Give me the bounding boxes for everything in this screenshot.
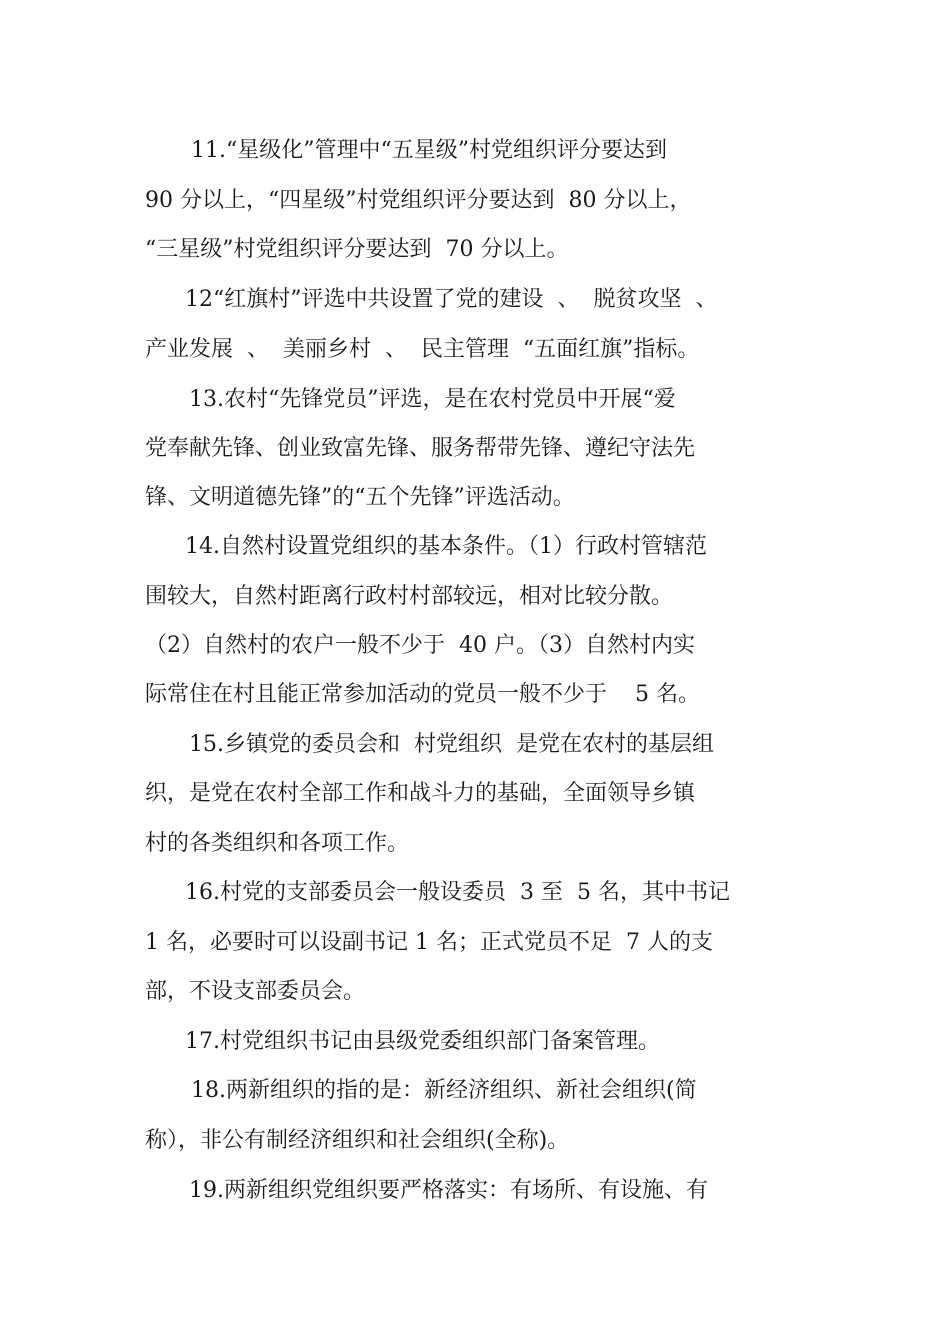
paragraph-13-line-3: 锋、文明道德先锋”的“五个先锋”评选活动。: [145, 485, 575, 510]
paragraph-16-line-1: 16.村党的支部委员会一般设委员 3 至 5 名，其中书记: [185, 880, 730, 905]
paragraph-18-line-1: 18.两新组织的指的是：新经济组织、新社会组织(简: [191, 1078, 697, 1103]
paragraph-16-line-2: 1 名，必要时可以设副书记 1 名；正式党员不足 7 人的支: [145, 930, 713, 955]
paragraph-18-line-2: 称），非公有制经济组织和社会组织(全称)。: [145, 1128, 570, 1153]
paragraph-15-line-2: 织，是党在农村全部工作和战斗力的基础，全面领导乡镇: [145, 781, 696, 806]
paragraph-11-line-1: 11.“星级化”管理中“五星级”村党组织评分要达到: [191, 138, 667, 163]
paragraph-15-line-1: 15.乡镇党的委员会和 村党组织 是党在农村的基层组: [189, 732, 714, 757]
paragraph-14-line-4: 际常住在村且能正常参加活动的党员一般不少于 5 名。: [145, 682, 700, 707]
paragraph-15-line-3: 村的各类组织和各项工作。: [145, 831, 410, 856]
paragraph-16-line-3: 部，不设支部委员会。: [145, 979, 366, 1004]
paragraph-11-line-3: “三星级”村党组织评分要达到 70 分以上。: [145, 237, 569, 262]
paragraph-12-line-1: 12“红旗村”评选中共设置了党的建设 、 脱贫攻坚 、: [185, 287, 718, 312]
paragraph-12-line-2: 产业发展 、 美丽乡村 、 民主管理 “五面红旗”指标。: [145, 337, 700, 362]
paragraph-13-line-1: 13.农村“先锋党员”评选，是在农村党员中开展“爱: [189, 387, 676, 412]
paragraph-11-line-2: 90 分以上，“四星级”村党组织评分要达到 80 分以上，: [145, 188, 692, 213]
paragraph-14-line-3: （2）自然村的农户一般不少于 40 户。（3）自然村内实: [145, 633, 695, 658]
paragraph-19-line-1: 19.两新组织党组织要严格落实：有场所、有设施、有: [189, 1178, 708, 1203]
paragraph-14-line-1: 14.自然村设置党组织的基本条件。（1）行政村管辖范: [185, 534, 707, 559]
paragraph-17-line-1: 17.村党组织书记由县级党委组织部门备案管理。: [185, 1029, 660, 1054]
paragraph-14-line-2: 围较大，自然村距离行政村村部较远，相对比较分散。: [145, 584, 674, 609]
paragraph-13-line-2: 党奉献先锋、创业致富先锋、服务帮带先锋、遵纪守法先: [145, 436, 696, 461]
